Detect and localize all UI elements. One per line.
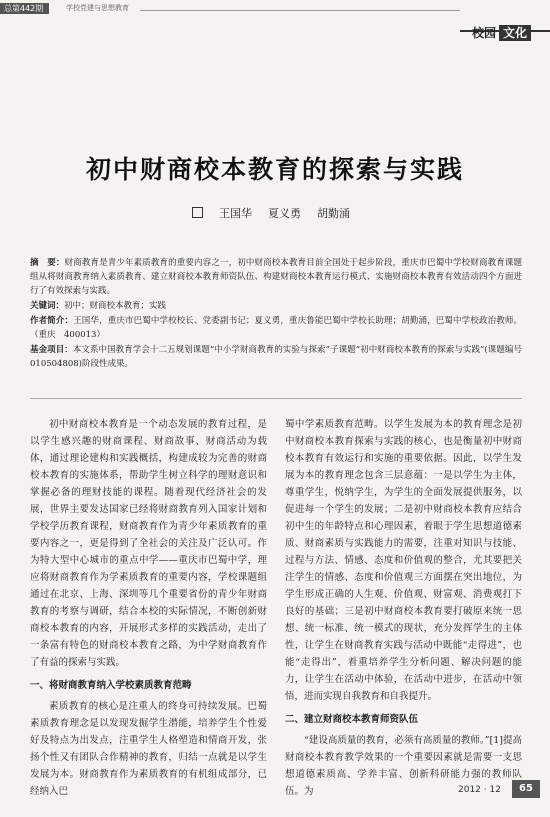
- column-badge-b: 文化: [499, 25, 531, 41]
- authors: [0, 205, 550, 221]
- meta-divider: [30, 398, 522, 399]
- fund: [30, 343, 522, 371]
- column-badge-a: 校园: [472, 26, 497, 40]
- section-heading: 一、将财商教育纳入学校素质教育范畴: [30, 680, 192, 691]
- keywords-label: 关键词：: [30, 301, 65, 311]
- paragraph: 蜀中学素质教育范畴。以学生发展为本的教育理念是初中财商校本教育探索与实践的核心，也是衡量初中财商校本教育有效运行和实施的重要依据。因此，以学生发展为本的教育理念包含三层意蕴：一是以学生为主体，尊重学生，悦纳学生，为学生的全面发展提供服务，以促进每一个学生的发展；二是初中财商校本教育应结合初中生的年龄特点和心理因素，着眼于学生思想道德素质、财商素质与实践能力的需要，注重对知识与技能、过程与方法、情感、态度和价值观的整合，尤其要把关注学生的情感、态度和价值观三方面摆在突出地位，为学生形成正确的人生观、价值观、财富观、消费观打下良好的基础；三是初中财商校本教育要打破原来统一思想、统一标准、统一模式的现状，充分发挥学生的主体性，让学生在财商教育实践与活动中既能“走得进”，也能“走得出”，着重培养学生分析问题、解决问题的能力，让学生在活动中体验，在活动中进步，在活动中领悟，进而实现自我教育和自我提升。: [285, 419, 522, 702]
- body-column-right: [285, 416, 522, 800]
- keywords: [30, 299, 522, 313]
- abstract-text: 财商教育是青少年素质教育的重要内容之一，初中财商校本教育目前全国处于起步阶段，重庆市巴蜀中学校财商教育课题组从将财商教育纳入素质教育、建立财商校本教育师资队伍、构建财商校本教育运行模式、实施财商校本教育有效活动四个方面进行了有效探索与实践。: [30, 258, 522, 296]
- author-name: 王国华: [219, 207, 252, 220]
- article-title: 初中财商校本教育的探索与实践: [85, 155, 464, 184]
- body-column-left: [30, 416, 267, 800]
- paragraph: 素质教育的核心是注重人的终身可持续发展。巴蜀素质教育理念是以发现发掘学生潜能，培养学生个性爱好及特点为出发点，注重学生人格塑造和情商开发，张扬个性又有团队合作精神的教育，归结一点就是以学生发展为本。财商教育作为素质教育的有机组成部分，已经纳入巴: [30, 701, 267, 797]
- section-heading: 二、建立财商校本教育师资队伍: [285, 714, 419, 725]
- article-meta: [30, 256, 522, 372]
- bio-text: 王国华，重庆市巴蜀中学校校长、党委副书记；夏义勇，重庆鲁能巴蜀中学校长助理；胡勤涌，巴蜀中学校政治教师。（重庆 400013）: [30, 316, 522, 340]
- running-header: [0, 0, 550, 14]
- bio-label: 作者简介：: [30, 316, 74, 326]
- abstract-label: 摘 要：: [30, 258, 65, 268]
- author-name: 胡勤涌: [317, 207, 350, 220]
- issue-date: 2012 · 12: [458, 785, 501, 795]
- fund-label: 基金项目：: [30, 345, 73, 355]
- fund-text: 本文系中国教育学会十二五规划课题“中小学财商教育的实验与探索”子课题“初中财商校本教育的探索与实践”(课题编号010504808)阶段性成果。: [30, 345, 522, 369]
- header-rule: [140, 10, 460, 11]
- abstract: [30, 256, 522, 298]
- keywords-text: 初中；财商校本教育；实践: [64, 301, 167, 311]
- author-bio: [30, 314, 522, 342]
- journal-name: 学校党建与思想教育: [66, 4, 129, 12]
- author-box-icon: [192, 207, 203, 218]
- paragraph: “建设高质量的教育，必须有高质量的教师。”[1]提高财商校本教育教学效果的一个重要因素就是需要一支思想道德素质高、学养丰富、创新科研能力强的教师队伍。为: [285, 735, 522, 797]
- page-number: 65: [512, 780, 540, 798]
- column-badge: [466, 24, 531, 42]
- paragraph: 初中财商校本教育是一个动态发展的教育过程，是以学生感兴趣的财商课程、财商故事、财商活动为载体，通过理论建构和实践概括，构建成较为完善的财商校本教育的实施体系，帮助学生树立科学的理财意识和掌握必备的理财技能的课程。随着现代经济社会的发展，世界主要发达国家已经将财商教育列入国家计划和学校学历教育课程，财商教育作为青少年素质教育的重要内容之一，更是得到了全社会的关注及广泛认可。作为特大型中心城市的重点中学——重庆市巴蜀中学，理应将财商教育作为学素质教育的重要内容，学校课题组通过在北京、上海、深圳等几个重要省份的青少年财商教育的考察与调研，结合本校的实际情况，不断创新财商校本教育的内容，开展形式多样的实践活动，走出了一条富有特色的财商校本教育之路，为中学财商教育作了有益的探索与实践。: [30, 419, 267, 668]
- author-name: 夏义勇: [268, 207, 301, 220]
- issue-number: 总第442期: [0, 3, 49, 14]
